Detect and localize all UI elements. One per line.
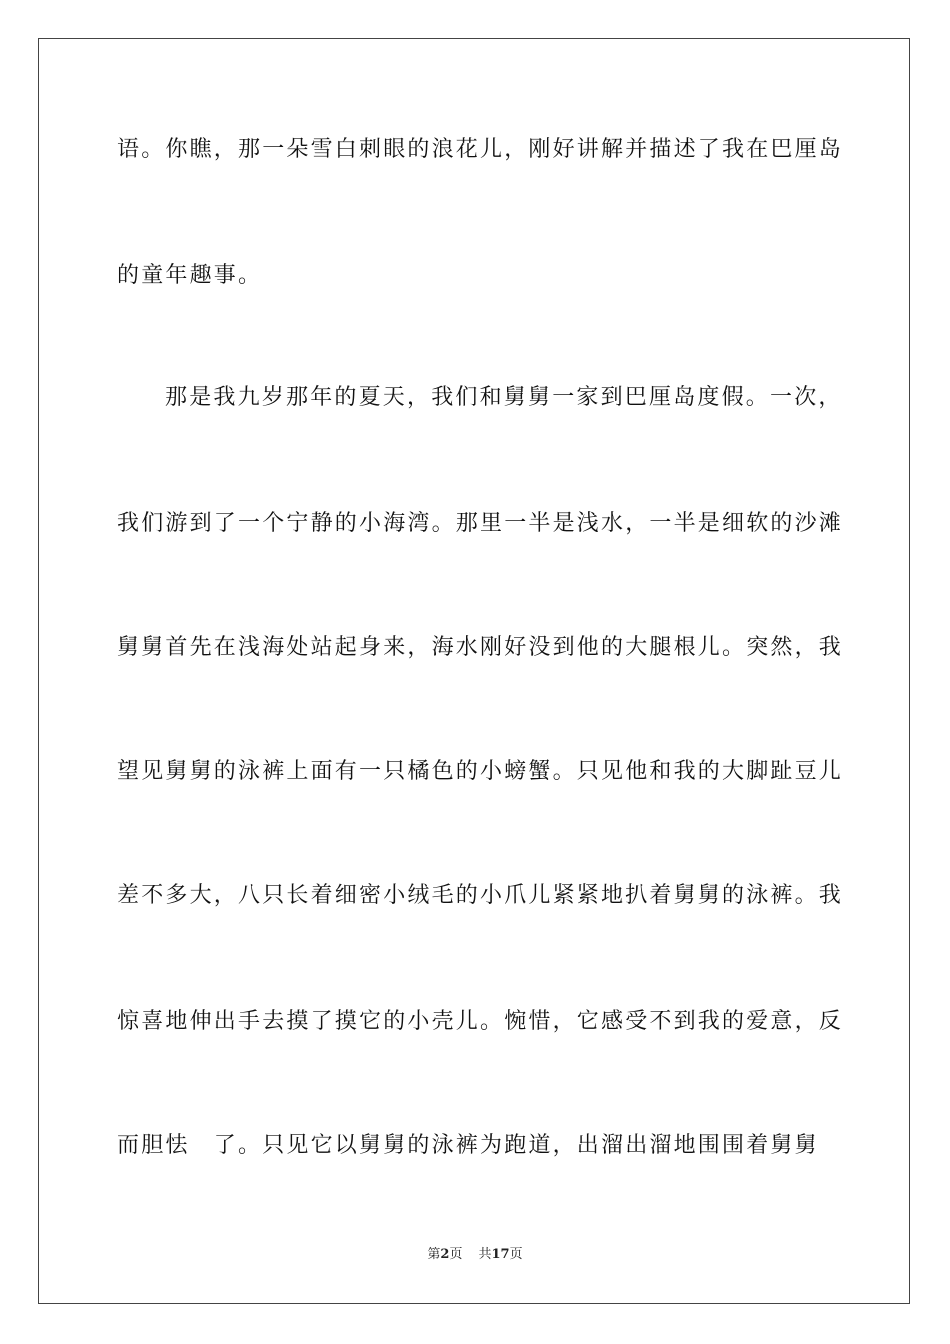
total-label-prefix: 共	[478, 1247, 492, 1262]
current-page-number: 2	[440, 1247, 450, 1262]
text-line-2: 的童年趣事。	[117, 263, 263, 288]
text-line-5: 舅舅首先在浅海处站起身来，海水刚好没到他的大腿根儿。突然，我	[117, 635, 844, 660]
page-border	[38, 38, 910, 1304]
total-pages-number: 17	[491, 1247, 510, 1262]
total-label-suffix: 页	[509, 1247, 523, 1262]
text-line-6: 望见舅舅的泳裤上面有一只橘色的小螃蟹。只见他和我的大脚趾豆儿	[117, 759, 844, 784]
text-line-1: 语。你瞧，那一朵雪白刺眼的浪花儿，刚好讲解并描述了我在巴厘岛	[117, 137, 844, 162]
text-line-4: 我们游到了一个宁静的小海湾。那里一半是浅水，一半是细软的沙滩	[117, 511, 844, 536]
text-line-3-paragraph-start: 那是我九岁那年的夏天，我们和舅舅一家到巴厘岛度假。一次，	[165, 385, 843, 410]
page-label-suffix: 页	[449, 1247, 463, 1262]
text-line-9: 而胆怯 了。只见它以舅舅的泳裤为跑道，出溜出溜地围围着舅舅	[117, 1133, 819, 1158]
text-line-8: 惊喜地伸出手去摸了摸它的小壳儿。惋惜，它感受不到我的爱意，反	[117, 1009, 844, 1034]
text-line-7: 差不多大，八只长着细密小绒毛的小爪儿紧紧地扒着舅舅的泳裤。我	[117, 883, 844, 908]
page-label-prefix: 第	[427, 1247, 441, 1262]
page-footer	[0, 1246, 950, 1264]
